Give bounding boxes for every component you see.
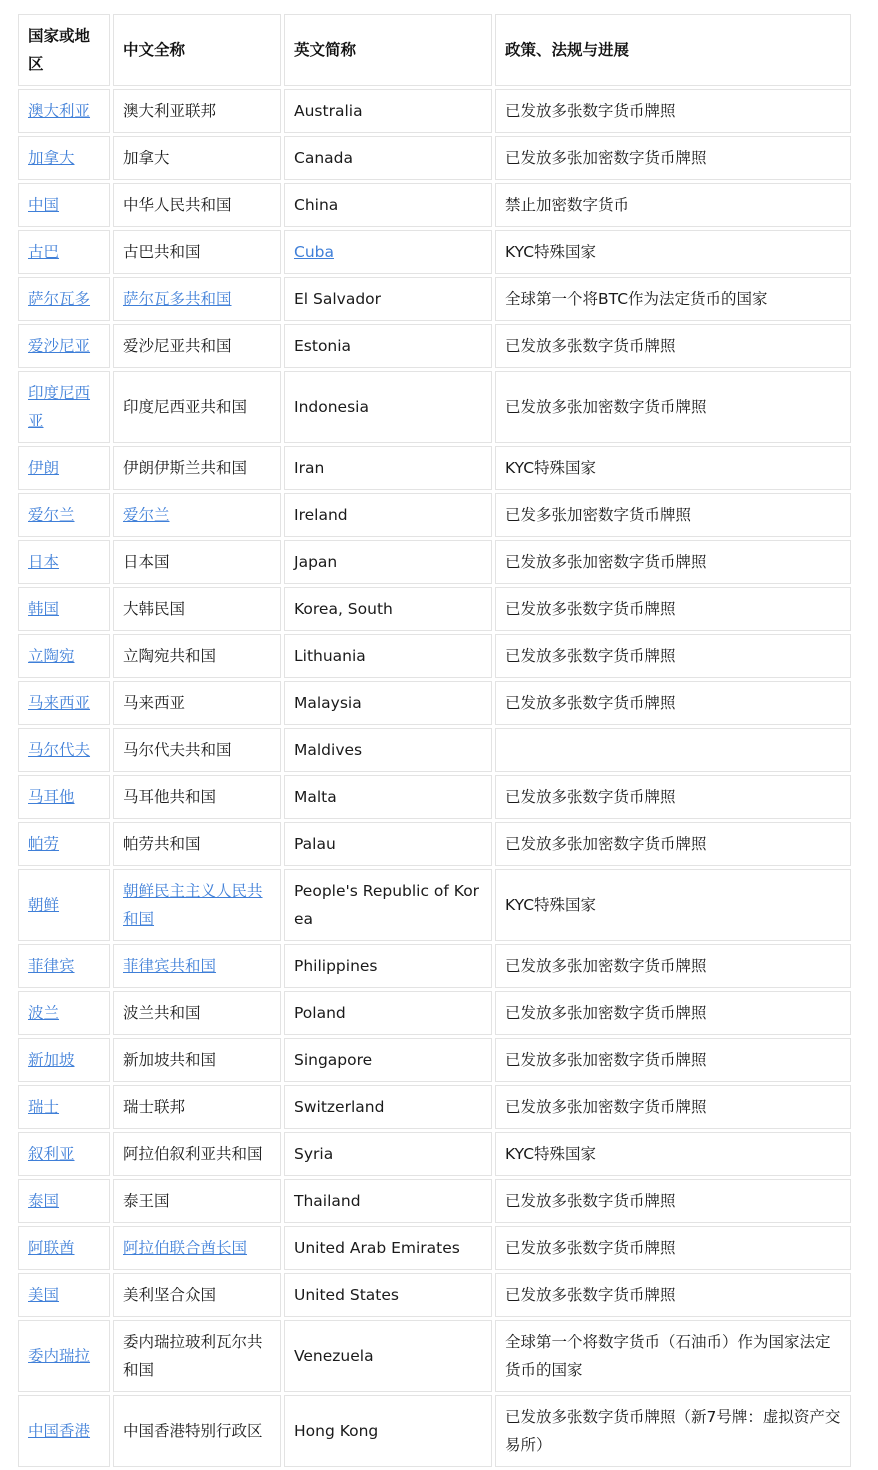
cell-policy [495,587,851,631]
english-name-text: Canada [294,149,353,167]
region-link[interactable]: 帕劳 [28,835,60,853]
full-name-text: 伊朗伊斯兰共和国 [123,459,248,477]
cell-full-name [113,371,281,443]
english-name-text: Switzerland [294,1098,385,1116]
region-link[interactable]: 爱沙尼亚 [28,337,91,355]
english-name-text: Palau [294,835,336,853]
full-name-text: 泰王国 [123,1192,170,1210]
cell-english-name [284,493,492,537]
region-link[interactable]: 日本 [28,553,60,571]
cell-english-name [284,446,492,490]
cell-english-name [284,822,492,866]
cell-english-name [284,230,492,274]
region-link[interactable]: 马来西亚 [28,694,91,712]
policy-text: KYC特殊国家 [505,459,597,477]
region-link[interactable]: 伊朗 [28,459,60,477]
region-link[interactable]: 中国香港 [28,1422,91,1440]
cell-full-name [113,1395,281,1467]
cell-region [18,634,110,678]
full-name-text: 中国香港特别行政区 [123,1422,263,1440]
full-name-text: 加拿大 [123,149,170,167]
cell-policy [495,1273,851,1317]
policy-text: 已发放多张数字货币牌照 [505,600,676,618]
full-name-text: 日本国 [123,553,170,571]
cell-policy [495,89,851,133]
english-name-text: Syria [294,1145,334,1163]
region-link[interactable]: 韩国 [28,600,60,618]
full-name-text: 委内瑞拉玻利瓦尔共和国 [123,1333,263,1379]
cell-region [18,230,110,274]
region-link[interactable]: 古巴 [28,243,60,261]
policy-text: 已发放多张数字货币牌照 [505,1192,676,1210]
cell-english-name [284,944,492,988]
table-row [18,1395,851,1467]
full-name-link[interactable]: 爱尔兰 [123,506,170,524]
english-name-link[interactable]: Cuba [294,243,334,261]
table-row [18,493,851,537]
cell-english-name [284,136,492,180]
policy-text: KYC特殊国家 [505,1145,597,1163]
cell-full-name [113,634,281,678]
cell-policy [495,1395,851,1467]
cell-english-name [284,587,492,631]
full-name-text: 新加坡共和国 [123,1051,217,1069]
cell-policy [495,869,851,941]
cell-full-name [113,869,281,941]
cell-full-name [113,728,281,772]
policy-text: 已发放多张加密数字货币牌照 [505,149,707,167]
cell-full-name [113,277,281,321]
table-row [18,1085,851,1129]
cell-policy [495,277,851,321]
table-row [18,277,851,321]
cell-full-name [113,230,281,274]
cell-full-name [113,1132,281,1176]
table-row [18,540,851,584]
region-link[interactable]: 马尔代夫 [28,741,91,759]
full-name-text: 中华人民共和国 [123,196,232,214]
region-link[interactable]: 委内瑞拉 [28,1347,91,1365]
cell-english-name [284,1273,492,1317]
region-link[interactable]: 新加坡 [28,1051,75,1069]
table-body [18,14,851,1467]
cell-english-name [284,991,492,1035]
region-link[interactable]: 泰国 [28,1192,60,1210]
cell-full-name [113,775,281,819]
cell-english-name [284,728,492,772]
cell-english-name [284,371,492,443]
cell-full-name [113,991,281,1035]
english-name-text: Thailand [294,1192,361,1210]
cell-region [18,1320,110,1392]
english-name-text: Indonesia [294,398,369,416]
policy-text: 已发放多张数字货币牌照（新7号牌：虚拟资产交易所） [505,1408,841,1454]
english-name-text: Ireland [294,506,348,524]
cell-region [18,681,110,725]
cell-policy [495,324,851,368]
policy-text: 已发放多张加密数字货币牌照 [505,1098,707,1116]
cell-region [18,1132,110,1176]
full-name-text: 印度尼西亚共和国 [123,398,248,416]
cell-english-name [284,634,492,678]
region-link[interactable]: 瑞士 [28,1098,60,1116]
cell-region [18,1038,110,1082]
cell-full-name [113,324,281,368]
english-name-text: Philippines [294,957,378,975]
cell-region [18,587,110,631]
full-name-text: 马耳他共和国 [123,788,217,806]
policy-text: KYC特殊国家 [505,243,597,261]
policy-text: 已发放多张数字货币牌照 [505,647,676,665]
table-row [18,944,851,988]
english-name-text: Singapore [294,1051,373,1069]
cell-policy [495,371,851,443]
crypto-regulation-table [15,11,854,1470]
table-row [18,446,851,490]
cell-region [18,1085,110,1129]
region-link[interactable]: 朝鲜 [28,896,60,914]
table-row [18,1320,851,1392]
table-row [18,1226,851,1270]
cell-english-name [284,1132,492,1176]
cell-policy [495,728,851,772]
cell-policy [495,446,851,490]
english-name-text: Poland [294,1004,346,1022]
policy-text: 已发放多张数字货币牌照 [505,1286,676,1304]
full-name-text: 瑞士联邦 [123,1098,186,1116]
cell-policy [495,540,851,584]
cell-full-name [113,136,281,180]
policy-text: 全球第一个将BTC作为法定货币的国家 [505,290,768,308]
full-name-text: 美利坚合众国 [123,1286,217,1304]
cell-region [18,1226,110,1270]
region-link[interactable]: 马耳他 [28,788,75,806]
full-name-text: 爱沙尼亚共和国 [123,337,232,355]
table-row [18,822,851,866]
policy-text: 已发放多张数字货币牌照 [505,788,676,806]
full-name-link[interactable]: 阿拉伯联合酋长国 [123,1239,248,1257]
cell-english-name [284,89,492,133]
english-name-text: Korea, South [294,600,393,618]
english-name-text: Estonia [294,337,352,355]
english-name-text: Malta [294,788,337,806]
region-link[interactable]: 阿联酋 [28,1239,75,1257]
full-name-text: 澳大利亚联邦 [123,102,217,120]
full-name-text: 马尔代夫共和国 [123,741,232,759]
cell-region [18,869,110,941]
cell-english-name [284,1038,492,1082]
region-link[interactable]: 中国 [28,196,60,214]
full-name-text: 帕劳共和国 [123,835,201,853]
cell-english-name [284,540,492,584]
header-english-name: 英文简称 [284,14,492,86]
policy-text: KYC特殊国家 [505,896,597,914]
cell-policy [495,1038,851,1082]
cell-full-name [113,1273,281,1317]
cell-region [18,991,110,1035]
policy-text: 已发放多张数字货币牌照 [505,102,676,120]
policy-text: 已发放多张加密数字货币牌照 [505,553,707,571]
cell-policy [495,775,851,819]
region-link[interactable]: 波兰 [28,1004,60,1022]
cell-policy [495,944,851,988]
region-link[interactable]: 菲律宾 [28,957,75,975]
policy-text: 已发放多张加密数字货币牌照 [505,957,707,975]
region-link[interactable]: 印度尼西亚 [28,384,91,430]
cell-policy [495,493,851,537]
cell-policy [495,1179,851,1223]
header-policy: 政策、法规与进展 [495,14,851,86]
cell-full-name [113,944,281,988]
cell-policy [495,1320,851,1392]
cell-region [18,775,110,819]
cell-english-name [284,869,492,941]
cell-policy [495,1226,851,1270]
cell-region [18,822,110,866]
cell-policy [495,634,851,678]
cell-full-name [113,1226,281,1270]
cell-english-name [284,1226,492,1270]
table-row [18,991,851,1035]
full-name-text: 阿拉伯叙利亚共和国 [123,1145,263,1163]
cell-english-name [284,1320,492,1392]
cell-english-name [284,775,492,819]
policy-text: 全球第一个将数字货币（石油币）作为国家法定货币的国家 [505,1333,831,1379]
full-name-text: 古巴共和国 [123,243,201,261]
cell-region [18,1273,110,1317]
full-name-text: 大韩民国 [123,600,186,618]
cell-region [18,324,110,368]
english-name-text: People's Republic of Korea [294,882,480,928]
cell-region [18,277,110,321]
table-row [18,634,851,678]
full-name-link[interactable]: 朝鲜民主主义人民共和国 [123,882,263,928]
table-row [18,587,851,631]
cell-full-name [113,1085,281,1129]
full-name-text: 波兰共和国 [123,1004,201,1022]
cell-policy [495,183,851,227]
cell-english-name [284,681,492,725]
cell-region [18,183,110,227]
cell-region [18,1395,110,1467]
policy-text: 已发放多张加密数字货币牌照 [505,1051,707,1069]
cell-region [18,540,110,584]
cell-english-name [284,183,492,227]
cell-full-name [113,446,281,490]
region-link[interactable]: 美国 [28,1286,60,1304]
cell-full-name [113,1038,281,1082]
table-row [18,681,851,725]
table-header-row [18,14,851,86]
cell-english-name [284,324,492,368]
cell-policy [495,822,851,866]
cell-full-name [113,1179,281,1223]
english-name-text: China [294,196,339,214]
full-name-text: 马来西亚 [123,694,186,712]
cell-full-name [113,681,281,725]
english-name-text: United States [294,1286,399,1304]
full-name-link[interactable]: 菲律宾共和国 [123,957,217,975]
header-region: 国家或地区 [18,14,110,86]
cell-english-name [284,1395,492,1467]
cell-english-name [284,277,492,321]
cell-region [18,371,110,443]
cell-region [18,89,110,133]
cell-region [18,493,110,537]
cell-region [18,446,110,490]
policy-text: 已发放多张数字货币牌照 [505,1239,676,1257]
policy-text: 已发放多张加密数字货币牌照 [505,398,707,416]
policy-text: 已发放多张数字货币牌照 [505,337,676,355]
cell-full-name [113,822,281,866]
table-row [18,775,851,819]
region-link[interactable]: 加拿大 [28,149,75,167]
full-name-text: 立陶宛共和国 [123,647,217,665]
cell-region [18,136,110,180]
table-row [18,89,851,133]
cell-policy [495,136,851,180]
cell-policy [495,1085,851,1129]
table-row [18,324,851,368]
cell-english-name [284,1179,492,1223]
table-row [18,1132,851,1176]
table-row [18,371,851,443]
english-name-text: Australia [294,102,363,120]
region-link[interactable]: 澳大利亚 [28,102,91,120]
cell-full-name [113,587,281,631]
english-name-text: Malaysia [294,694,362,712]
table-row [18,183,851,227]
table-row [18,136,851,180]
region-link[interactable]: 立陶宛 [28,647,75,665]
cell-policy [495,681,851,725]
region-link[interactable]: 萨尔瓦多 [28,290,91,308]
cell-region [18,728,110,772]
cell-english-name [284,1085,492,1129]
table-row [18,1038,851,1082]
policy-text: 已发多张加密数字货币牌照 [505,506,692,524]
english-name-text: United Arab Emirates [294,1239,460,1257]
english-name-text: Japan [294,553,338,571]
english-name-text: Venezuela [294,1347,374,1365]
policy-text: 已发放多张加密数字货币牌照 [505,1004,707,1022]
table-row [18,1273,851,1317]
english-name-text: El Salvador [294,290,382,308]
cell-region [18,944,110,988]
cell-region [18,1179,110,1223]
table-row [18,230,851,274]
cell-policy [495,991,851,1035]
table-row [18,869,851,941]
policy-text: 已发放多张加密数字货币牌照 [505,835,707,853]
cell-full-name [113,493,281,537]
region-link[interactable]: 叙利亚 [28,1145,75,1163]
cell-policy [495,230,851,274]
cell-full-name [113,540,281,584]
region-link[interactable]: 爱尔兰 [28,506,75,524]
policy-text: 已发放多张数字货币牌照 [505,694,676,712]
cell-full-name [113,89,281,133]
header-full-name: 中文全称 [113,14,281,86]
table-row [18,1179,851,1223]
cell-policy [495,1132,851,1176]
english-name-text: Lithuania [294,647,366,665]
full-name-link[interactable]: 萨尔瓦多共和国 [123,290,232,308]
table-row [18,728,851,772]
cell-full-name [113,1320,281,1392]
cell-full-name [113,183,281,227]
english-name-text: Iran [294,459,325,477]
policy-text: 禁止加密数字货币 [505,196,630,214]
english-name-text: Hong Kong [294,1422,379,1440]
english-name-text: Maldives [294,741,363,759]
